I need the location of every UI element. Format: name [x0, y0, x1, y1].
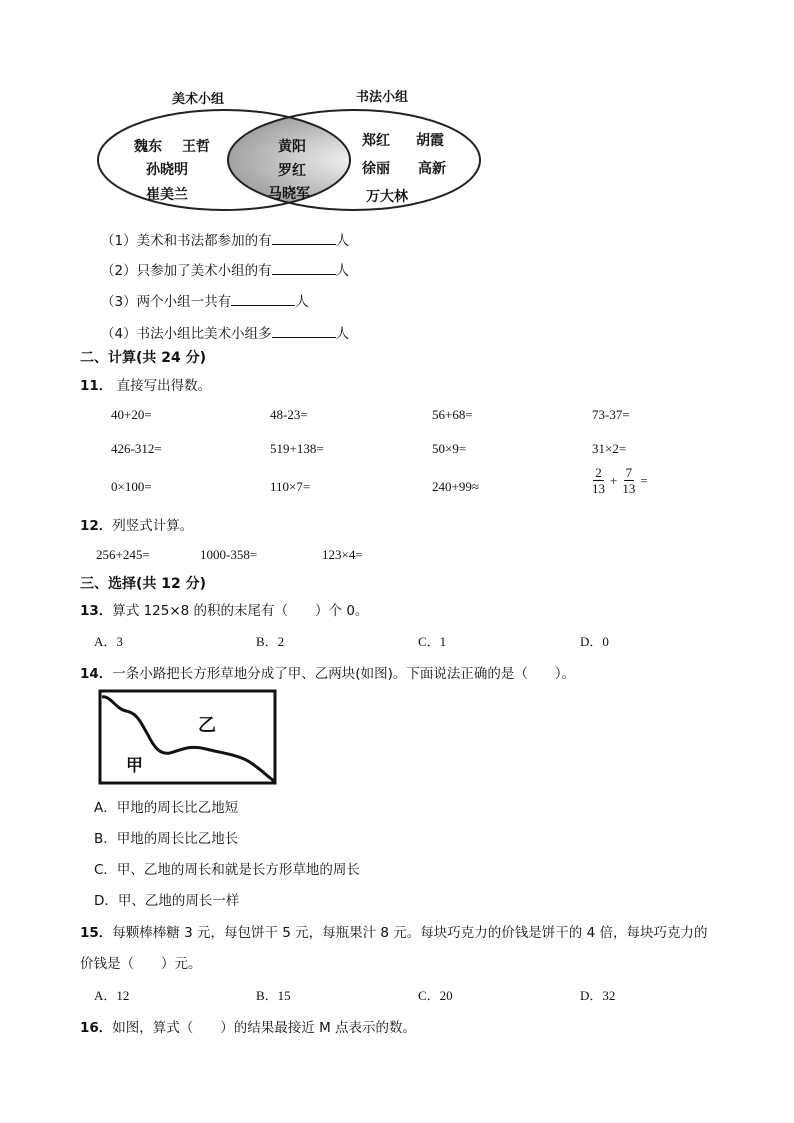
q13-option-d[interactable]: D．0 — [580, 634, 609, 649]
q11-r1c3: 56+68= — [432, 407, 473, 422]
q10-part-4: （4）书法小组比美术小组多 人 — [101, 326, 350, 342]
section-3-title: 三、选择(共 12 分) — [80, 576, 207, 592]
name-zhenghong: 郑红 — [362, 133, 390, 149]
q11-r1c2: 48-23= — [270, 407, 308, 422]
name-cuimeilan: 崔美兰 — [146, 187, 188, 203]
answer-blank[interactable] — [272, 325, 336, 338]
q11-r3c1: 0×100= — [111, 479, 152, 494]
section-2-title: 二、计算(共 24 分) — [80, 350, 207, 366]
q11-fraction-expr: $\frac{2}{13}$ + $\frac{7}{13}$ = — [592, 465, 648, 496]
q15-option-b[interactable]: B．15 — [256, 988, 291, 1003]
fraction-a: $\frac{2}{13}$ — [592, 465, 605, 496]
q13-option-a[interactable]: A．3 — [94, 634, 123, 649]
q11-r2c3: 50×9= — [432, 441, 467, 456]
art-group-title: 美术小组 — [172, 92, 225, 107]
name-xuli: 徐丽 — [362, 161, 390, 177]
q11-r2c1: 426-312= — [111, 441, 162, 456]
q13-option-b[interactable]: B．2 — [256, 634, 285, 649]
q12-item-2: 1000-358= — [200, 547, 258, 562]
q14-option-a[interactable]: A．甲地的周长比乙地短 — [94, 800, 239, 816]
q11-r1c1: 40+20= — [111, 407, 152, 422]
name-weidong: 魏东 — [134, 139, 162, 155]
q14-option-d[interactable]: D．甲、乙地的周长一样 — [94, 893, 240, 909]
q11-r3c3: 240+99≈ — [432, 479, 479, 494]
name-luohong: 罗红 — [278, 163, 306, 179]
name-huxia: 胡霞 — [416, 133, 444, 149]
venn-diagram — [96, 84, 486, 219]
q14-stem: 14．一条小路把长方形草地分成了甲、乙两块(如图)。下面说法正确的是（ ）。 — [80, 666, 576, 682]
q11-r1c4: 73-37= — [592, 407, 630, 422]
fraction-b: $\frac{7}{13}$ — [622, 465, 636, 496]
calligraphy-group-title: 书法小组 — [356, 90, 409, 105]
q12-stem: 12．列竖式计算。 — [80, 518, 194, 534]
q14-option-b[interactable]: B．甲地的周长比乙地长 — [94, 831, 239, 847]
q11-stem: 11． 直接写出得数。 — [80, 378, 212, 394]
q10-part-2: （2）只参加了美术小组的有 人 — [101, 263, 350, 279]
q13-stem: 13．算式 125×8 的积的末尾有（ ）个 0。 — [80, 603, 369, 619]
name-huangyang: 黄阳 — [278, 139, 306, 155]
q15-option-a[interactable]: A．12 — [94, 988, 130, 1003]
q12-item-3: 123×4= — [322, 547, 363, 562]
q10-part-1: （1）美术和书法都参加的有 人 — [101, 233, 350, 249]
name-wangzhe: 王哲 — [182, 139, 210, 155]
q11-r2c2: 519+138= — [270, 441, 324, 456]
q11-r2c4: 31×2= — [592, 441, 627, 456]
region-yi-label: 乙 — [198, 715, 216, 736]
answer-blank[interactable] — [231, 293, 295, 306]
q12-item-1: 256+245= — [96, 547, 150, 562]
name-maxiaojun: 马晓军 — [268, 186, 310, 202]
answer-blank[interactable] — [272, 232, 336, 245]
lawn-drawing — [98, 689, 278, 785]
q11-r3c2: 110×7= — [270, 479, 311, 494]
name-gaoxin: 高新 — [418, 161, 446, 177]
q15-stem-line2: 价钱是（ ）元。 — [80, 956, 202, 972]
lawn-figure — [98, 689, 278, 785]
q14-option-c[interactable]: C．甲、乙地的周长和就是长方形草地的周长 — [94, 862, 360, 878]
q16-stem: 16．如图，算式（ ）的结果最接近 M 点表示的数。 — [80, 1020, 417, 1036]
q15-option-d[interactable]: D．32 — [580, 988, 616, 1003]
q10-part-3: （3）两个小组一共有 人 — [101, 294, 309, 310]
name-sunxiaoming: 孙晓明 — [146, 162, 188, 178]
q15-option-c[interactable]: C．20 — [418, 988, 453, 1003]
region-jia-label: 甲 — [126, 756, 143, 776]
answer-blank[interactable] — [272, 262, 336, 275]
q15-stem-line1: 15．每颗棒棒糖 3 元，每包饼干 5 元，每瓶果汁 8 元。每块巧克力的价钱是饼干的 4 倍，每块巧克力的 — [80, 925, 708, 941]
q13-option-c[interactable]: C．1 — [418, 634, 447, 649]
name-wandalin: 万大林 — [366, 189, 408, 205]
